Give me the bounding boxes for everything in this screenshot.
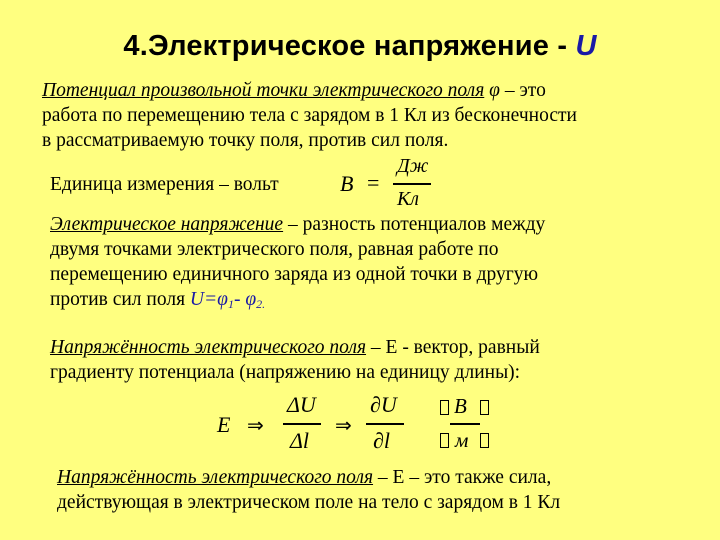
field-strength2-term: Напряжённость электрического поля — [57, 467, 374, 488]
unit-equals: = — [367, 170, 380, 195]
title-symbol: U — [575, 30, 597, 62]
voltage-line4-prefix: против сил поля — [50, 289, 190, 310]
formula-arrow1: ⇒ — [247, 413, 264, 437]
voltage-line1-rest: – разность потенциалов между — [283, 214, 546, 235]
formula-arrow2: ⇒ — [335, 413, 352, 437]
title-text: 4.Электрическое напряжение - — [123, 30, 576, 62]
formula-fraction-line2 — [366, 423, 404, 425]
field-strength-term: Напряжённость электрического поля — [50, 337, 367, 358]
field-strength2-paragraph — [57, 465, 717, 515]
unit-fraction-line — [393, 183, 431, 185]
bracket-box-bottom-left — [440, 433, 449, 448]
formula-num1: ΔU — [287, 392, 316, 417]
formula-den3: м — [455, 428, 469, 452]
page-title — [0, 30, 720, 63]
potential-term: Потенциал произвольной точки электрического поля — [42, 80, 485, 101]
field-strength2-line1-rest: – Е – это также сила, — [373, 467, 552, 488]
formula-den2: ∂l — [373, 428, 390, 453]
voltage-formula-u: U=φ — [189, 289, 228, 310]
potential-line3: в рассматриваемую точку поля, против сил поля. — [42, 130, 449, 151]
formula-num2: ∂U — [370, 392, 397, 417]
voltage-paragraph — [50, 212, 710, 317]
unit-numerator: Дж — [397, 155, 429, 177]
unit-denominator: Кл — [397, 188, 420, 210]
potential-paragraph — [42, 78, 712, 153]
voltage-formula-minus: - φ — [233, 289, 257, 310]
unit-label: Единица измерения – вольт — [50, 174, 279, 195]
voltage-term: Электрическое напряжение — [50, 214, 284, 235]
voltage-formula-sub2: 2. — [256, 297, 266, 311]
voltage-line3: перемещению единичного заряда из одной точки в другую — [50, 264, 539, 285]
formula-den1: Δl — [290, 428, 310, 453]
formula-lhs: E — [217, 412, 231, 437]
voltage-formula-sub1: 1 — [227, 297, 234, 311]
potential-line1-rest: – это — [499, 80, 546, 101]
bracket-box-top-right — [480, 400, 489, 415]
voltage-line2: двумя точками электрического поля, равная работе по — [50, 239, 499, 260]
formula-num3: В — [454, 394, 467, 418]
bracket-box-top-left — [440, 400, 449, 415]
field-strength-line1-rest: – Е - вектор, равный — [366, 337, 540, 358]
formula-fraction-line3 — [450, 423, 480, 425]
unit-lhs: В — [340, 171, 354, 196]
field-strength-paragraph — [50, 335, 710, 385]
bracket-box-bottom-right — [480, 433, 489, 448]
field-strength2-line2: действующая в электрическом поле на тело с зарядом в 1 Кл — [57, 492, 561, 513]
potential-line2: работа по перемещению тела с зарядом в 1 Кл из бесконечности — [42, 105, 577, 126]
potential-symbol: φ — [489, 80, 500, 101]
formula-fraction-line1 — [283, 423, 321, 425]
field-strength-line2: градиенту потенциала (напряжению на единицу длины): — [50, 362, 521, 383]
